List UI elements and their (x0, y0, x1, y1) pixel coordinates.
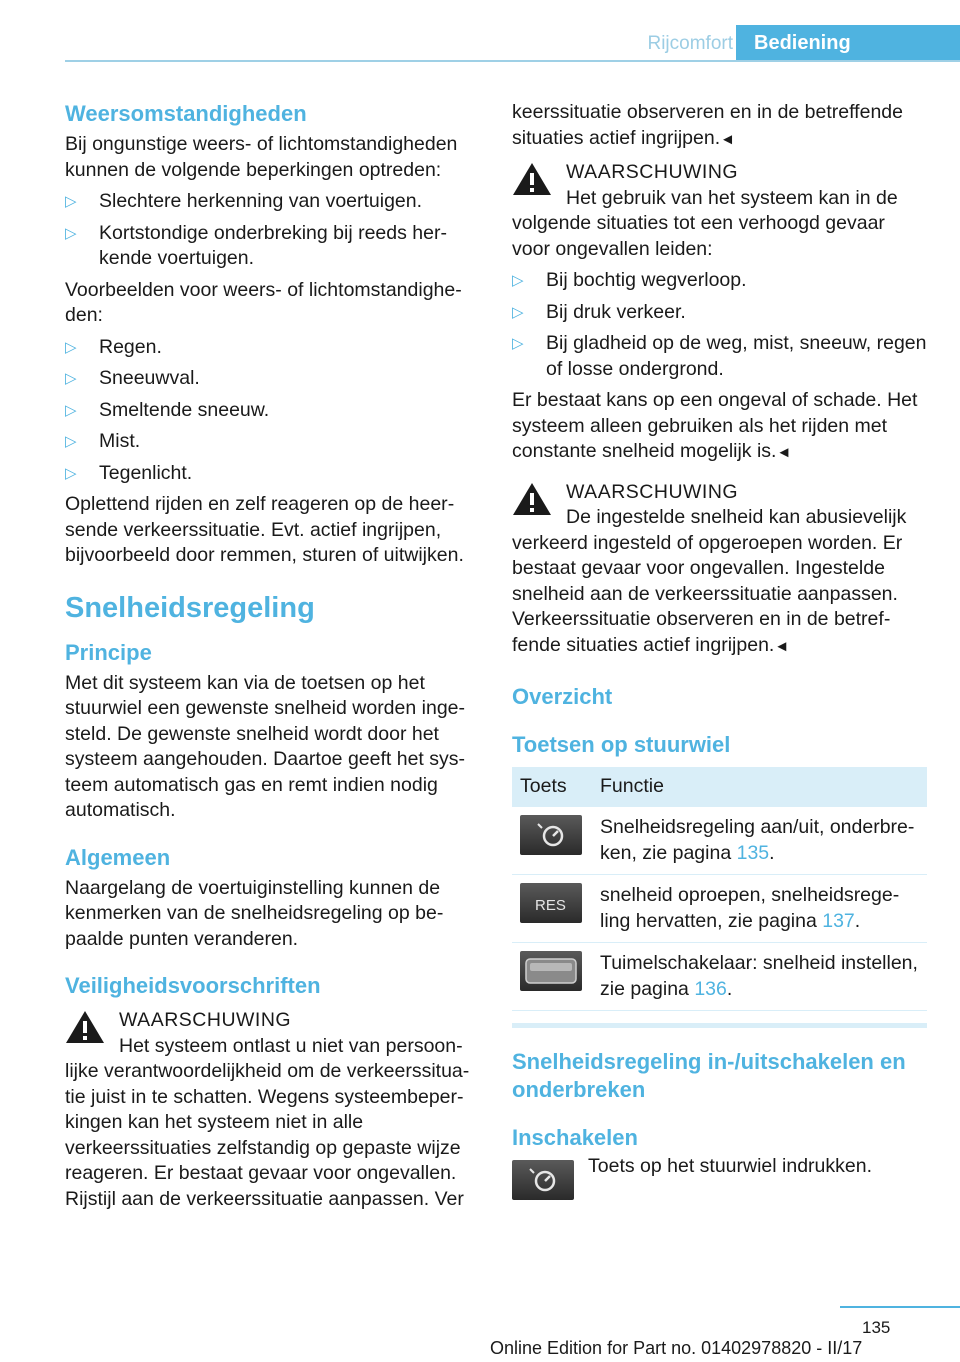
page-link[interactable]: 135 (736, 841, 770, 864)
triangle-bullet-icon: ▷ (65, 193, 77, 210)
paragraph-kans: Er bestaat kans op een ongeval of schade. Het systeem alleen gebruiken als het rijden met constante snelheid mogelijk is.◄ (512, 389, 918, 462)
heading-overzicht: Overzicht (512, 684, 613, 709)
list-item: ▷ Smeltende sneeuw. (65, 398, 480, 424)
triangle-bullet-icon: ▷ (65, 370, 77, 387)
triangle-bullet-icon: ▷ (65, 224, 77, 242)
list-item: ▷ Tegenlicht. (65, 461, 480, 487)
triangle-bullet-icon: ▷ (512, 335, 524, 352)
res-button-icon: RES (520, 883, 582, 923)
table-row: Tuimelschakelaar: snelheid instellen, zie pagina 136. (512, 943, 927, 1011)
table-header-row (512, 767, 927, 807)
warning-triangle-icon (65, 1010, 105, 1044)
inschakelen-row (512, 1155, 927, 1202)
cruise-control-button-icon (520, 815, 582, 855)
warning-text: Het systeem ontlast u niet van persoonlijke verantwoordelijkheid om de verkeerssituatie juist in te schatten. Wegens systeembeperkingen kan het systeem niet in alle verkeerssituaties zelfstandig op gepaste wijze reageren. Er bestaat gevaar voor ongevallen. Rijstijl aan de verkeerssituatie aanpassen. Ver (65, 1034, 470, 1210)
page-number: 135 (862, 1318, 891, 1337)
paragraph-oplettend: Oplettend rijden en zelf reageren op de heersende verkeerssituatie. Evt. actief ingrijpen, bijvoorbeeld door remmen, sturen of uitwijken. (65, 493, 464, 566)
warning-title: WAARSCHUWING (566, 480, 739, 503)
list-item: ▷ Bij bochtig wegverloop. (512, 268, 927, 294)
list-situaties (512, 268, 927, 382)
triangle-bullet-icon: ▷ (512, 303, 524, 321)
end-mark-icon: ◄ (776, 444, 792, 461)
triangle-bullet-icon: ▷ (65, 401, 77, 419)
heading-snelheidsregeling: Snelheidsregeling (65, 591, 315, 624)
heading-weersomstandigheden: Weersomstandigheden (65, 101, 307, 126)
footer-edition: Online Edition for Part no. 01402978820 - II/17 (490, 1338, 863, 1358)
paragraph-weers: Bij ongunstige weers- of lichtomstandigheden kunnen de volgende beperkingen optreden: (65, 133, 458, 181)
cruise-control-button-icon (512, 1160, 574, 1200)
rocker-switch-icon (520, 951, 582, 991)
header-tab-rijcomfort: Rijcomfort (647, 33, 733, 54)
warning-text: Het gebruik van het systeem kan in de volgende situaties tot een verhoogd gevaar voor ongevallen leiden: (512, 186, 898, 260)
list-item: ▷ Slechtere herkenning van voertuigen. (65, 189, 480, 215)
list-item: ▷ Kortstondige onderbreking bij reeds herkende voertuigen. (65, 221, 447, 269)
list-item: ▷ Bij gladheid op de weg, mist, sneeuw, regen of losse ondergrond. (512, 332, 927, 380)
table-header-toets: Toets (512, 767, 592, 807)
page-link[interactable]: 137 (822, 909, 855, 932)
toetsen-table (512, 767, 927, 1011)
triangle-bullet-icon: ▷ (512, 272, 524, 289)
table-row: Snelheidsregeling aan/uit, onderbreken, zie pagina 135. (512, 807, 927, 875)
warning-block (512, 480, 927, 660)
warning-triangle-icon (512, 162, 552, 196)
header-rule (65, 60, 960, 62)
warning-text: De ingestelde snelheid kan abusievelijk verkeerd ingesteld of opgeroepen worden. Er bestaat gevaar voor ongevallen. Ingestelde snelheid aan de verkeerssituatie aanpassen. Verkeerssituatie observeren en in de betreffende situaties actief ingrijpen.◄ (512, 506, 907, 656)
heading-algemeen: Algemeen (65, 844, 171, 870)
triangle-bullet-icon: ▷ (65, 433, 77, 450)
heading-principe: Principe (65, 639, 152, 665)
paragraph-principe: Met dit systeem kan via de toetsen op het stuurwiel een gewenste snelheid worden ingesteld. De gewenste snelheid wordt door het systeem aangehouden. Daartoe geeft het systeem automatisch gas en remt indien nodig automatisch. (65, 671, 466, 821)
heading-inschakelen: Inschakelen (512, 1125, 638, 1150)
table-row: RES snelheid oproepen, snelheidsregeling hervatten, zie pagina 137. (512, 875, 927, 943)
table-bottom-rule (512, 1023, 927, 1028)
end-mark-icon: ◄ (720, 130, 735, 148)
list-beperkingen (65, 189, 480, 272)
warning-triangle-icon (512, 482, 552, 516)
left-column (65, 100, 480, 1218)
heading-in-uitschakelen: Snelheidsregeling in-/uitschakelen en onderbreken (512, 1049, 906, 1102)
heading-toetsen-op-stuurwiel: Toetsen op stuurwiel (512, 732, 731, 757)
paragraph-voorbeelden: Voorbeelden voor weers- of lichtomstandigheden: (65, 278, 462, 326)
paragraph-inschakelen: Toets op het stuurwiel indrukken. (588, 1155, 872, 1177)
warning-block (512, 160, 927, 262)
list-item: ▷ Mist. (65, 429, 480, 455)
list-voorbeelden (65, 335, 480, 487)
page-link[interactable]: 136 (694, 977, 727, 1000)
warning-block (65, 1008, 480, 1212)
right-column (512, 100, 927, 1202)
triangle-bullet-icon: ▷ (65, 338, 77, 356)
list-item: ▷ Regen. (65, 335, 480, 361)
heading-veiligheidsvoorschriften: Veiligheidsvoorschriften (65, 973, 321, 998)
table-header-functie: Functie (592, 767, 927, 807)
list-item: ▷ Bij druk verkeer. (512, 300, 927, 326)
end-mark-icon: ◄ (774, 637, 790, 655)
triangle-bullet-icon: ▷ (65, 464, 77, 482)
paragraph-algemeen: Naargelang de voertuiginstelling kunnen de kenmerken van de snelheidsregeling op bepaalde punten veranderen. (65, 876, 444, 950)
warning-title: WAARSCHUWING (119, 1009, 292, 1031)
warning-title: WAARSCHUWING (566, 161, 739, 183)
paragraph-continuation: keerssituatie observeren en in de betreffende situaties actief ingrijpen.◄ (512, 101, 903, 149)
footer-rule (840, 1306, 960, 1308)
header-tab-bediening: Bediening (736, 25, 960, 62)
list-item: ▷ Sneeuwval. (65, 366, 480, 392)
